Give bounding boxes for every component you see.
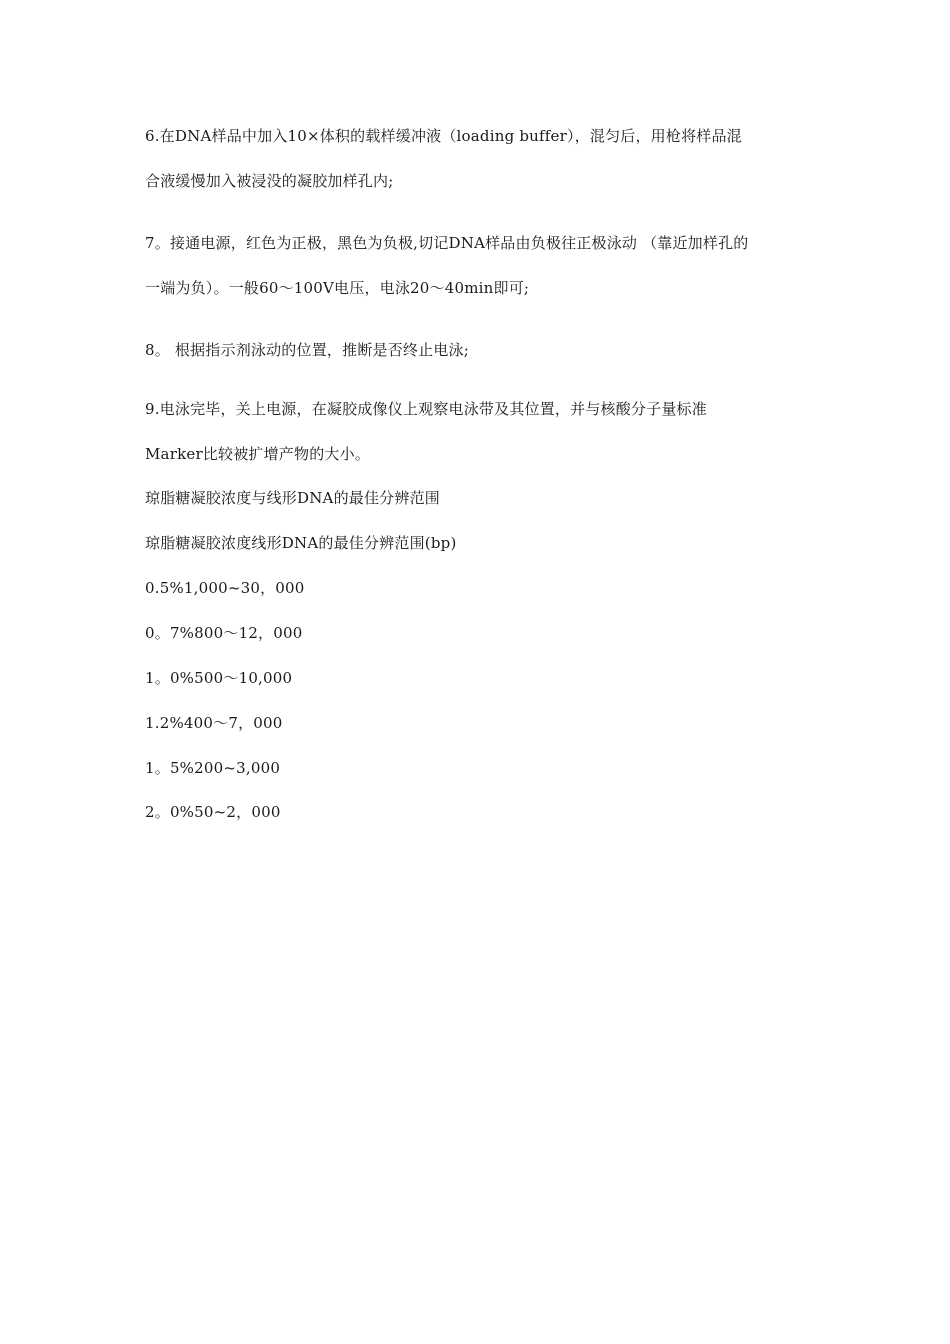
table-row: 2。0%50~2，000	[145, 803, 281, 821]
table-title: 琼脂糖凝胶浓度与线形DNA的最佳分辨范围	[145, 489, 440, 507]
table-row: 1.2%400～7，000	[145, 714, 283, 732]
step-7-line-1: 7。接通电源，红色为正极，黑色为负极,切记DNA样品由负极往正极泳动 （靠近加样孔的	[145, 234, 749, 252]
step-8-line-1: 8。 根据指示剂泳动的位置，推断是否终止电泳;	[145, 341, 469, 359]
step-7-line-2: 一端为负）。一般60～100V电压，电泳20～40min即可;	[145, 279, 530, 297]
table-row: 0。7%800～12，000	[145, 624, 303, 642]
table-row: 1。0%500～10,000	[145, 669, 293, 687]
step-9-line-1: 9.电泳完毕，关上电源，在凝胶成像仪上观察电泳带及其位置，并与核酸分子量标准	[145, 400, 707, 418]
table-row: 0.5%1,000~30，000	[145, 579, 305, 597]
table-header: 琼脂糖凝胶浓度线形DNA的最佳分辨范围(bp)	[145, 534, 457, 552]
step-6-line-1: 6.在DNA样品中加入10×体积的载样缓冲液（loading buffer），混匀后，用枪将样品混	[145, 127, 742, 145]
step-9-line-2: Marker比较被扩增产物的大小。	[145, 445, 371, 463]
step-6-line-2: 合液缓慢加入被浸没的凝胶加样孔内;	[145, 172, 394, 190]
table-row: 1。5%200~3,000	[145, 759, 281, 777]
